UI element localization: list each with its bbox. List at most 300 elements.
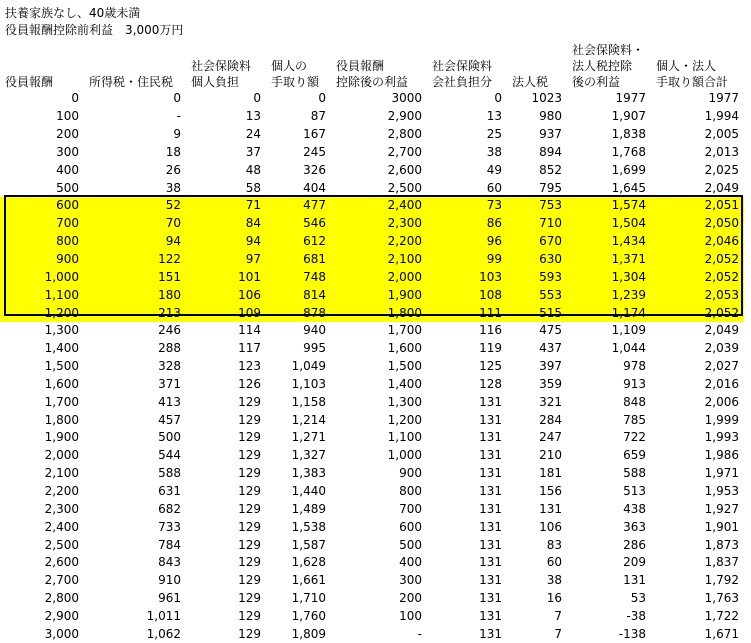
table-cell: 13	[486, 109, 502, 124]
table-cell: 129	[238, 412, 261, 427]
table-cell: 52	[84, 197, 186, 215]
table-cell: 300	[399, 573, 422, 588]
table-cell: 200	[399, 591, 422, 606]
table-cell: 129	[238, 394, 261, 409]
table-cell: 2,300	[331, 215, 427, 233]
table-cell: 1,109	[611, 323, 646, 338]
table-row	[0, 518, 744, 536]
table-cell: 1,763	[704, 591, 739, 606]
table-cell: -38	[626, 608, 646, 623]
table-row-highlighted	[0, 304, 744, 322]
table-cell: 13	[245, 109, 261, 124]
table-cell: 71	[186, 197, 266, 215]
table-cell: 100	[399, 608, 422, 623]
table-cell: 1,400	[44, 341, 79, 356]
table-cell: 2,600	[387, 162, 422, 177]
table-row	[0, 322, 744, 340]
header-social-insurance-personal: 社会保険料 個人負担	[191, 59, 252, 89]
table-cell: 1,174	[567, 304, 651, 322]
table-cell: 900	[0, 251, 84, 269]
table-cell: 722	[623, 430, 646, 445]
table-cell: 500	[158, 430, 181, 445]
table-cell: 1,600	[387, 341, 422, 356]
table-cell: 37	[245, 144, 261, 159]
table-cell: 86	[427, 215, 507, 233]
table-row	[0, 607, 744, 625]
table-cell: 2,200	[331, 233, 427, 251]
table-cell: 26	[165, 162, 181, 177]
table-row	[0, 108, 744, 126]
table-cell: 1,383	[291, 466, 326, 481]
table-cell: 1,440	[291, 483, 326, 498]
table-cell: 1,710	[291, 591, 326, 606]
table-cell: 101	[186, 268, 266, 286]
table-cell: 1,768	[611, 144, 646, 159]
table-cell: 2,013	[704, 144, 739, 159]
table-cell: 546	[266, 215, 331, 233]
table-row	[0, 500, 744, 518]
table-cell: 659	[623, 448, 646, 463]
table-cell: 593	[507, 268, 567, 286]
table-cell: 1,371	[567, 251, 651, 269]
table-cell: 1,000	[387, 448, 422, 463]
table-cell: 99	[427, 251, 507, 269]
table-cell: 2,051	[651, 197, 744, 215]
table-cell: 400	[56, 162, 79, 177]
table-cell: 600	[0, 197, 84, 215]
table-cell: 3,000	[44, 626, 79, 641]
table-cell: 131	[479, 555, 502, 570]
table-cell: 2,600	[44, 555, 79, 570]
table-cell: 1,587	[291, 537, 326, 552]
table-row-highlighted	[0, 268, 744, 286]
table-cell: 588	[623, 466, 646, 481]
table-cell: 1,722	[704, 608, 739, 623]
table-cell: 209	[623, 555, 646, 570]
table-cell: 156	[539, 483, 562, 498]
table-cell: 1,927	[704, 501, 739, 516]
table-cell: 1,103	[291, 376, 326, 391]
table-cell: 2,039	[704, 341, 739, 356]
table-cell: 109	[186, 304, 266, 322]
table-cell: 848	[623, 394, 646, 409]
table-cell: 1,300	[387, 394, 422, 409]
table-cell: 200	[56, 127, 79, 142]
table-cell: 2,027	[704, 359, 739, 374]
table-row	[0, 483, 744, 501]
table-cell: 1,994	[704, 109, 739, 124]
table-cell: 940	[303, 323, 326, 338]
table-cell: 910	[158, 573, 181, 588]
table-cell: 2,400	[331, 197, 427, 215]
table-cell: 2,000	[331, 268, 427, 286]
table-cell: 670	[507, 233, 567, 251]
table-cell: 553	[507, 286, 567, 304]
table-cell: 131	[479, 626, 502, 641]
table-cell: 286	[623, 537, 646, 552]
table-cell: 1,500	[387, 359, 422, 374]
header-corporate-tax: 法人税	[512, 75, 549, 89]
table-cell: 3000	[391, 91, 422, 106]
table-cell: 600	[399, 519, 422, 534]
table-cell: 213	[84, 304, 186, 322]
table-cell: 53	[630, 591, 646, 606]
table-cell: 1,671	[704, 626, 739, 641]
table-cell: 2,049	[704, 323, 739, 338]
table-cell: 500	[399, 537, 422, 552]
table-cell: 630	[507, 251, 567, 269]
table-cell: 1,500	[44, 359, 79, 374]
table-cell: 131	[479, 519, 502, 534]
table-cell: 2,100	[331, 251, 427, 269]
table-cell: 544	[158, 448, 181, 463]
table-cell: 2,300	[44, 501, 79, 516]
table-cell: 126	[238, 376, 261, 391]
table-cell: 682	[158, 501, 181, 516]
table-cell: 2,700	[44, 573, 79, 588]
table-cell: 1023	[531, 91, 562, 106]
table-cell: 180	[84, 286, 186, 304]
table-cell: 1,800	[331, 304, 427, 322]
table-cell: 1,792	[704, 573, 739, 588]
table-cell: 0	[71, 91, 79, 106]
table-cell: 2,100	[44, 466, 79, 481]
table-cell: 2,900	[44, 608, 79, 623]
table-cell: 1,700	[387, 323, 422, 338]
table-cell: 119	[479, 341, 502, 356]
table-cell: 397	[539, 359, 562, 374]
table-cell: 681	[266, 251, 331, 269]
table-cell: 129	[238, 608, 261, 623]
table-cell: 2,050	[651, 215, 744, 233]
table-cell: 131	[479, 412, 502, 427]
table-cell: 131	[479, 573, 502, 588]
table-row	[0, 572, 744, 590]
table-cell: 1,100	[387, 430, 422, 445]
header-social-insurance-company: 社会保険料 会社負担分	[432, 59, 493, 89]
table-cell: 111	[427, 304, 507, 322]
table-row	[0, 447, 744, 465]
table-cell: 612	[266, 233, 331, 251]
table-cell: 631	[158, 483, 181, 498]
table-cell: 1,200	[387, 412, 422, 427]
table-cell: 328	[158, 359, 181, 374]
table-cell: 116	[479, 323, 502, 338]
table-cell: 978	[623, 359, 646, 374]
table-cell: 96	[427, 233, 507, 251]
table-cell: 129	[238, 555, 261, 570]
header-executive-compensation: 役員報酬	[5, 75, 54, 89]
table-cell: 1977	[615, 91, 646, 106]
table-row	[0, 590, 744, 608]
table-cell: 1,760	[291, 608, 326, 623]
table-cell: 700	[0, 215, 84, 233]
table-cell: 1,200	[0, 304, 84, 322]
table-row	[0, 90, 744, 108]
table-cell: 131	[479, 394, 502, 409]
table-cell: 58	[245, 180, 261, 195]
table-cell: 894	[539, 144, 562, 159]
table-cell: 1,271	[291, 430, 326, 445]
header-income-resident-tax: 所得税・住民税	[89, 75, 174, 89]
table-cell: 129	[238, 501, 261, 516]
table-cell: 131	[479, 591, 502, 606]
table-cell: 878	[266, 304, 331, 322]
table-row-highlighted	[0, 197, 744, 215]
table-cell: 284	[539, 412, 562, 427]
table-cell: 128	[479, 376, 502, 391]
table-cell: 24	[245, 127, 261, 142]
table-cell: 2,016	[704, 376, 739, 391]
table-cell: 2,046	[651, 233, 744, 251]
table-cell: 1,873	[704, 537, 739, 552]
table-cell: 710	[507, 215, 567, 233]
table-cell: 995	[303, 341, 326, 356]
table-cell: 129	[238, 483, 261, 498]
table-cell: 359	[539, 376, 562, 391]
table-cell: 1,699	[611, 162, 646, 177]
table-cell: 1,158	[291, 394, 326, 409]
table-cell: 83	[546, 537, 562, 552]
table-cell: 131	[479, 430, 502, 445]
table-cell: 438	[623, 501, 646, 516]
table-cell: 122	[84, 251, 186, 269]
table-cell: 129	[238, 519, 261, 534]
table-cell: 131	[479, 501, 502, 516]
table-cell: 1,907	[611, 109, 646, 124]
table-cell: 131	[479, 537, 502, 552]
table-cell: 1,838	[611, 127, 646, 142]
table-cell: 748	[266, 268, 331, 286]
table-cell: 38	[165, 180, 181, 195]
table-cell: 1,538	[291, 519, 326, 534]
table-cell: 131	[479, 483, 502, 498]
table-row	[0, 126, 744, 144]
table-cell: 1,300	[44, 323, 79, 338]
table-cell: 2,049	[704, 180, 739, 195]
table-cell: 2,400	[44, 519, 79, 534]
table-cell: 247	[539, 430, 562, 445]
table-cell: 38	[486, 144, 502, 159]
table-cell: 300	[56, 144, 79, 159]
table-cell: 1,901	[704, 519, 739, 534]
table-cell: 321	[539, 394, 562, 409]
table-cell: 733	[158, 519, 181, 534]
table-cell: -138	[618, 626, 646, 641]
table-cell: 413	[158, 394, 181, 409]
table-cell: 70	[84, 215, 186, 233]
table-cell: 961	[158, 591, 181, 606]
table-cell: 0	[494, 91, 502, 106]
table-cell: 1,011	[146, 608, 181, 623]
table-cell: 1,700	[44, 394, 79, 409]
table-cell: 129	[238, 591, 261, 606]
table-cell: 1,837	[704, 555, 739, 570]
table-cell: 167	[303, 127, 326, 142]
table-cell: 245	[303, 144, 326, 159]
table-cell: 404	[303, 180, 326, 195]
table-cell: 800	[399, 483, 422, 498]
table-cell: 2,500	[44, 537, 79, 552]
table-row	[0, 161, 744, 179]
table-cell: 2,800	[387, 127, 422, 142]
table-row	[0, 340, 744, 358]
table-cell: 1,504	[567, 215, 651, 233]
table-cell: 7	[554, 626, 562, 641]
table-cell: 18	[165, 144, 181, 159]
table-row	[0, 144, 744, 162]
table-row	[0, 376, 744, 394]
table-cell: 25	[486, 127, 502, 142]
table-cell: 123	[238, 359, 261, 374]
table-cell: 16	[546, 591, 562, 606]
table-cell: -	[176, 109, 181, 124]
table-cell: 437	[539, 341, 562, 356]
table-row	[0, 554, 744, 572]
table-cell: 1,434	[567, 233, 651, 251]
table-cell: 1,044	[611, 341, 646, 356]
table-cell: 60	[546, 555, 562, 570]
header-total-take-home: 個人・法人 手取り額合計	[656, 59, 729, 89]
table-cell: 129	[238, 430, 261, 445]
table-cell: 1,304	[567, 268, 651, 286]
table-cell: 1,971	[704, 466, 739, 481]
table-cell: 843	[158, 555, 181, 570]
table-cell: 210	[539, 448, 562, 463]
table-cell: 1,100	[0, 286, 84, 304]
table-cell: 1,574	[567, 197, 651, 215]
table-row-highlighted	[0, 251, 744, 269]
table-cell: -	[417, 626, 422, 641]
table-cell: 513	[623, 483, 646, 498]
table-header-row	[0, 40, 744, 90]
table-cell: 753	[507, 197, 567, 215]
table-cell: 2,500	[387, 180, 422, 195]
table-cell: 2,700	[387, 144, 422, 159]
table-cell: 131	[623, 573, 646, 588]
table-cell: 84	[186, 215, 266, 233]
table-cell: 1,809	[291, 626, 326, 641]
header-personal-take-home: 個人の 手取り額	[271, 59, 320, 89]
table-cell: 477	[266, 197, 331, 215]
table-cell: 784	[158, 537, 181, 552]
table-cell: 1,062	[146, 626, 181, 641]
table-cell: 131	[479, 448, 502, 463]
table-cell: 1,214	[291, 412, 326, 427]
table-cell: 371	[158, 376, 181, 391]
table-cell: 1,999	[704, 412, 739, 427]
table-cell: 1,800	[44, 412, 79, 427]
table-cell: 129	[238, 626, 261, 641]
table-cell: 1,993	[704, 430, 739, 445]
table-cell: 937	[539, 127, 562, 142]
table-cell: 2,052	[651, 251, 744, 269]
table-cell: 800	[0, 233, 84, 251]
table-cell: 2,025	[704, 162, 739, 177]
table-cell: 2,000	[44, 448, 79, 463]
table-cell: 60	[486, 180, 502, 195]
table-cell: 2,200	[44, 483, 79, 498]
table-cell: 114	[238, 323, 261, 338]
table-cell: 100	[56, 109, 79, 124]
table-cell: 1977	[708, 91, 739, 106]
table-cell: 980	[539, 109, 562, 124]
table-cell: 131	[479, 608, 502, 623]
table-cell: 900	[399, 466, 422, 481]
table-row	[0, 411, 744, 429]
table-cell: 129	[238, 573, 261, 588]
table-row	[0, 625, 744, 643]
table-cell: 2,052	[651, 268, 744, 286]
table-row	[0, 536, 744, 554]
table-cell: 0	[318, 91, 326, 106]
table-cell: 2,005	[704, 127, 739, 142]
table-cell: 814	[266, 286, 331, 304]
table-cell: 73	[427, 197, 507, 215]
compensation-table	[0, 40, 744, 643]
table-cell: 1,239	[567, 286, 651, 304]
table-cell: 106	[186, 286, 266, 304]
table-cell: 94	[84, 233, 186, 251]
table-cell: 1,900	[44, 430, 79, 445]
table-cell: 87	[310, 109, 326, 124]
table-row-highlighted	[0, 233, 744, 251]
table-cell: 125	[479, 359, 502, 374]
document-subtitle: 役員報酬控除前利益 3,000万円	[5, 23, 184, 37]
table-row	[0, 429, 744, 447]
table-cell: 1,645	[611, 180, 646, 195]
table-cell: 326	[303, 162, 326, 177]
table-cell: 1,661	[291, 573, 326, 588]
table-cell: 588	[158, 466, 181, 481]
table-cell: 129	[238, 448, 261, 463]
table-cell: 94	[186, 233, 266, 251]
table-cell: 38	[546, 573, 562, 588]
table-cell: 106	[539, 519, 562, 534]
table-row-highlighted	[0, 215, 744, 233]
table-cell: 2,900	[387, 109, 422, 124]
table-cell: 363	[623, 519, 646, 534]
table-cell: 2,053	[651, 286, 744, 304]
table-cell: 288	[158, 341, 181, 356]
table-row	[0, 393, 744, 411]
table-cell: 1,900	[331, 286, 427, 304]
table-cell: 9	[173, 127, 181, 142]
table-cell: 1,049	[291, 359, 326, 374]
table-cell: 181	[539, 466, 562, 481]
table-cell: 2,052	[651, 304, 744, 322]
table-cell: 0	[253, 91, 261, 106]
table-cell: 129	[238, 537, 261, 552]
table-row	[0, 465, 744, 483]
table-cell: 1,953	[704, 483, 739, 498]
table-cell: 913	[623, 376, 646, 391]
header-profit-after-compensation: 役員報酬 控除後の利益	[336, 59, 409, 89]
table-cell: 700	[399, 501, 422, 516]
table-cell: 1,327	[291, 448, 326, 463]
table-cell: 1,000	[0, 268, 84, 286]
table-cell: 475	[539, 323, 562, 338]
table-cell: 117	[238, 341, 261, 356]
table-cell: 1,986	[704, 448, 739, 463]
table-cell: 108	[427, 286, 507, 304]
table-cell: 2,006	[704, 394, 739, 409]
table-cell: 131	[479, 466, 502, 481]
table-body	[0, 90, 744, 643]
table-cell: 7	[554, 608, 562, 623]
table-cell: 1,628	[291, 555, 326, 570]
table-cell: 151	[84, 268, 186, 286]
